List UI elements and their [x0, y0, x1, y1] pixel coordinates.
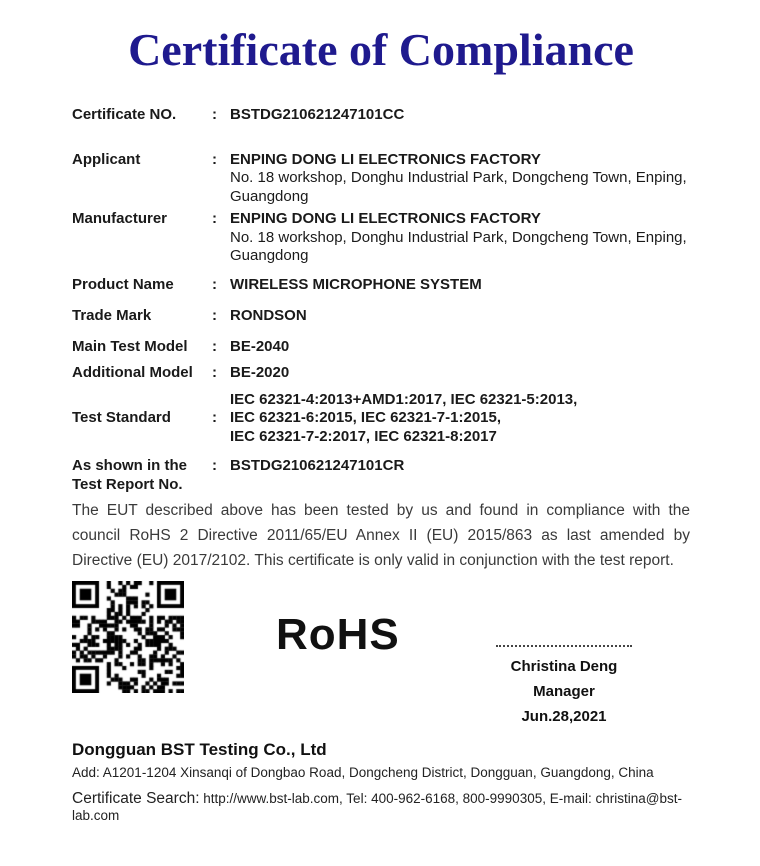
field-label: Trade Mark — [72, 307, 152, 324]
colon-separator: : — [212, 106, 217, 123]
field-label: Certificate NO. — [72, 106, 177, 123]
field-row-additional-model — [72, 364, 690, 383]
test-standard-line1: IEC 62321-4:2013+AMD1:2017, IEC 62321-5:2013, — [230, 390, 578, 408]
field-value: BSTDG210621247101CR — [230, 457, 405, 474]
compliance-statement: The EUT described above has been tested by us and found in compliance with the council RoHS 2 Directive 2011/65/EU Annex II (EU) 2015/863 as last amended by Directive (EU) 2017/2102. This certificate is only valid in conjunction with the test report. — [72, 502, 690, 569]
field-label: Main Test Model — [72, 337, 188, 355]
field-value: WIRELESS MICROPHONE SYSTEM — [230, 275, 482, 293]
field-row-manufacturer — [72, 210, 690, 266]
field-row-applicant — [72, 151, 690, 207]
field-row-trade-mark — [72, 307, 690, 326]
colon-separator: : — [212, 150, 217, 168]
field-row-test-standard — [72, 391, 690, 447]
field-row-main-test-model — [72, 338, 690, 357]
field-label: Applicant — [72, 150, 141, 168]
manufacturer-address-line2: Guangdong — [230, 247, 309, 264]
footer-address: Add: A1201-1204 Xinsanqi of Dongbao Road, Dongcheng District, Dongguan, Guangdong, China — [72, 765, 654, 780]
field-label — [72, 457, 212, 494]
applicant-address-line2: Guangdong — [230, 187, 309, 205]
field-row-product-name — [72, 276, 690, 295]
colon-separator: : — [212, 457, 217, 474]
signature-role: Manager — [533, 683, 595, 700]
field-value: BE-2020 — [230, 364, 290, 381]
applicant-address-line1: No. 18 workshop, Donghu Industrial Park, Dongcheng Town, Enping, — [230, 169, 687, 186]
footer-company-name: Dongguan BST Testing Co., Ltd — [72, 740, 327, 759]
applicant-name: ENPING DONG LI ELECTRONICS FACTORY — [230, 150, 541, 168]
manufacturer-name: ENPING DONG LI ELECTRONICS FACTORY — [230, 210, 541, 227]
field-label: Product Name — [72, 275, 174, 293]
rohs-mark: RoHS — [276, 610, 400, 659]
signature-dotted-line — [496, 645, 632, 647]
colon-separator: : — [212, 275, 217, 293]
colon-separator: : — [212, 307, 217, 324]
signature-date: Jun.28,2021 — [521, 708, 607, 725]
colon-separator: : — [212, 337, 217, 355]
colon-separator: : — [212, 364, 217, 381]
test-standard-line3: IEC 62321-7-2:2017, IEC 62321-8:2017 — [230, 427, 497, 445]
colon-separator: : — [212, 210, 217, 227]
field-row-certificate-no — [72, 106, 690, 125]
signature-block — [478, 645, 650, 729]
page-title: Certificate of Compliance — [128, 24, 634, 75]
field-value: BE-2040 — [230, 337, 290, 355]
qr-code — [72, 581, 184, 693]
signature-name: Christina Deng — [510, 658, 618, 675]
footer-search-contacts: http://www.bst-lab.com, Tel: 400-962-6168, 800-9990305, E-mail: christina@bst-lab.com — [72, 791, 682, 823]
marks-and-signature-row — [72, 581, 690, 734]
field-label: Manufacturer — [72, 210, 168, 227]
footer — [72, 740, 690, 824]
field-value: RONDSON — [230, 307, 307, 324]
field-value: BSTDG210621247101CC — [230, 106, 405, 123]
footer-search-label: Certificate Search: — [72, 790, 200, 807]
test-report-label-line1: As shown in the — [72, 457, 188, 474]
field-row-test-report-no — [72, 457, 690, 494]
test-report-label-line2: Test Report No. — [72, 475, 183, 493]
footer-certificate-search — [72, 790, 690, 824]
manufacturer-address-line1: No. 18 workshop, Donghu Industrial Park, Dongcheng Town, Enping, — [230, 228, 687, 246]
test-standard-line2: IEC 62321-6:2015, IEC 62321-7-1:2015, — [230, 409, 502, 426]
field-label: Additional Model — [72, 364, 193, 381]
field-label: Test Standard — [72, 409, 171, 426]
colon-separator: : — [212, 409, 217, 426]
